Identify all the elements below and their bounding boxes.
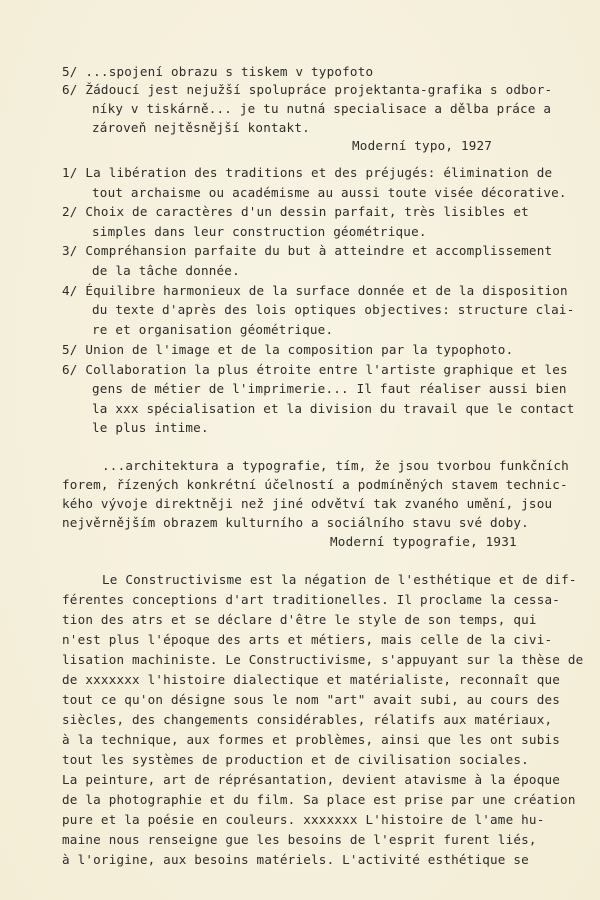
text-line: le plus intime. [92,420,209,435]
text-line: 5/ ...spojení obrazu s tiskem v typofoto [62,64,374,79]
text-line: la xxx spécialisation et la division du travail que le contact [92,401,575,416]
text-line: 6/ Collaboration la plus étroite entre l'artiste graphique et les [62,362,568,377]
text-line: tout ce qu'on désigne sous le nom "art" avait subi, au cours des [62,692,561,707]
text-line: de la tâche donnée. [92,263,240,278]
text-line: Le Constructivisme est la négation de l'esthétique et de dif- [102,572,577,587]
text-line: La peinture, art de réprésantation, devient atavisme à la époque [62,772,561,787]
text-line: gens de métier de l'imprimerie... Il faut réaliser aussi bien [92,381,567,396]
text-line: re et organisation géométrique. [92,322,334,337]
citation: Moderní typografie, 1931 [330,534,517,549]
text-line: 3/ Compréhansion parfaite du but à atteindre et accomplissement [62,243,553,258]
text-line: de xxxxxxx l'histoire dialectique et matérialiste, reconnaît que [62,672,561,687]
text-line: siècles, des changements considérables, rélatifs aux matériaux, [62,712,553,727]
text-line: de la photographie et du film. Sa place est prise par une création [62,792,576,807]
text-line: à l'origine, aux besoins matériels. L'activité esthétique se [62,852,529,867]
text-line: 2/ Choix de caractères d'un dessin parfait, très lisibles et [62,204,529,219]
text-line: lisation machiniste. Le Constructivisme, s'appuyant sur la thèse de [62,652,584,667]
citation: Moderní typo, 1927 [352,138,493,153]
text-line: 6/ Žádoucí jest nejužší spolupráce projektanta-grafika s odbor- [62,82,553,97]
text-line: zároveň nejtěsnější kontakt. [92,120,310,135]
text-line: tion des atrs et se déclare d'être le style de son temps, qui [62,612,537,627]
text-line: nejvěrnějším obrazem kulturního a sociálního stavu své doby. [62,515,529,530]
text-line: 4/ Équilibre harmonieux de la surface donnée et de la disposition [62,283,568,298]
text-line: ...architektura a typografie, tím, že jsou tvorbou funkčních [102,458,569,473]
text-line: 5/ Union de l'image et de la composition par la typophoto. [62,342,514,357]
text-line: 1/ La libération des traditions et des préjugés: élimination de [62,165,553,180]
text-line: kého vývoje direktněji než jiné odvětví tak zvaného umění, jsou [62,496,553,511]
text-line: maine nous renseigne gue les besoins de l'esprit furent liés, [62,832,537,847]
text-line: simples dans leur construction géométrique. [92,224,427,239]
text-line: pure et la poésie en couleurs. xxxxxxx L'histoire de l'ame hu- [62,812,545,827]
text-line: à la technique, aux formes et problèmes, ainsi que les ont subis [62,732,561,747]
text-line: níky v tiskárně... je tu nutná specialisace a dělba práce a [92,101,552,116]
text-line: férentes conceptions d'art traditionelles. Il proclame la cessa- [62,592,561,607]
text-line: du texte d'après des lois optiques objectives: structure clai- [92,302,575,317]
text-line: forem, řízených konkrétní účelností a podmíněných stavem technic- [62,477,568,492]
text-line: n'est plus l'époque des arts et métiers, mais celle de la civi- [62,632,553,647]
text-line: tout les systèmes de production et de civilisation sociales. [62,752,529,767]
text-line: tout archaisme ou académisme au aussi toute visée décorative. [92,185,567,200]
